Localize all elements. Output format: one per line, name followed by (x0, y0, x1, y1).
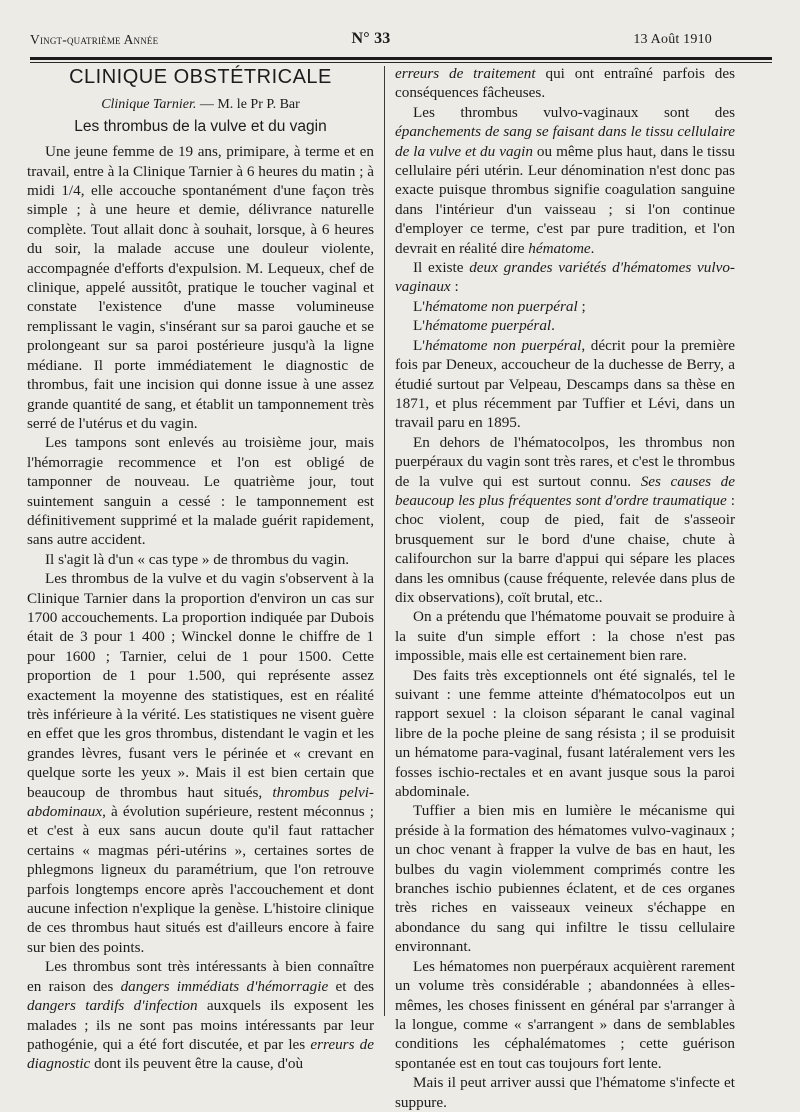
paragraph: On a prétendu que l'hématome pouvait se produire à la suite d'un simple effort : la chose n'est pas impossible, mais elle est certainement bien rare. (395, 608, 735, 665)
list-item: L'hématome puerpéral. (413, 317, 555, 335)
issue-date: 13 Août 1910 (633, 32, 712, 47)
paragraph: Tuffier a bien mis en lumière le mécanisme qui préside à la formation des hématomes vulvo-vaginaux ; un choc venant à frapper la vulve de bas en haut, les bulbes du vagin violemment comprimés contre les branches ischio pubiennes éclatent, et de ces organes très riches en vaisseaux veineux s'échappe en abondance du sang qui infiltre le tissu cellulaire environnant. (395, 802, 735, 956)
paragraph: Les thrombus de la vulve et du vagin s'observent à la Clinique Tarnier dans la proportion d'environ un cas sur 1700 accouchements. La proportion indiquée par Dubois était de 3 pour 1 400 ; Winckel donne le chiffre de 1 pour 1600 ; Tarnier, celui de 1 pour 1500. Cette proportion de 1 pour 1.500, qui représente assez exactement la moyenne des statistiques, est en réalité très inférieure à la vérité. Les statistiques ne visent guère en effet que les gros thrombus, distendant le vagin et les grandes lèvres, fusant vers le périnée et « crevant en quelque sorte les yeux ». Mais il est bien certain que beaucoup de thrombus haut situés, thrombus pelvi-abdominaux, à évolution supérieure, restent méconnus ; et c'est à eux sans aucun doute qu'il faut rattacher certains « magmas péri-utérins », certaines sortes de phlegmons ligneux du paramétrium, que l'on retrouve parfois longtemps encore après l'accouchement et dont aucune infection n'explique la genèse. L'histoire clinique de ces thrombus haut situés est d'ailleurs encore à faire sur bien des points. (27, 570, 374, 956)
page-header (30, 30, 712, 52)
issue-number: N° 33 (351, 30, 391, 47)
left-column (27, 64, 374, 1074)
paragraph: Les tampons sont enlevés au troisième jour, mais l'hémorragie recommence et l'on est obligé de tamponner de nouveau. Le quatrième jour, tout suintement sanguin a cessé : le tamponnement est définitivement supprimé et la malade guérit rapidement, sans autre accident. (27, 434, 374, 549)
volume-label: Vingt-quatrième Année (30, 32, 159, 47)
paragraph: Les thrombus vulvo-vaginaux sont des épanchements de sang se faisant dans le tissu cellulaire de la vulve et du vagin ou même plus haut, dans le tissu cellulaire péri utérin. Leur dénomination n'est donc pas exacte puisque thrombus signifie coagulation sanguine dans l'intérieur d'un vaisseau ; si l'on continue d'employer ce terme, c'est par pure tradition, et l'on devrait en réalité dire hématome. (395, 103, 735, 257)
section-title: CLINIQUE OBSTÉTRICALE (69, 66, 332, 88)
byline-author: — M. le Pr P. Bar (199, 97, 300, 113)
paragraph: L'hématome non puerpéral, décrit pour la première fois par Deneux, accoucheur de la duchesse de Berry, a étudié surtout par Velpeau, Descamps dans sa thèse en 1871, et plus récemment par Tuffier et Lévi, dans un travail paru en 1895. (395, 336, 735, 432)
byline-source: Clinique Tarnier. (101, 97, 197, 113)
paragraph: En dehors de l'hématocolpos, les thrombus non puerpéraux du vagin sont très rares, et c'est le thrombus de la vulve qui est surtout connu. Ses causes de beaucoup les plus fréquentes sont d'ordre traumatique : choc violent, coup de pied, fait de s'asseoir brusquement sur le bord d'une chaise, chute à califourchon sur la barre d'appui qui sépare les places dans les omnibus (cause fréquente, relevée dans plus de dix observations), coït brutal, etc.. (395, 433, 735, 606)
right-column (395, 64, 735, 1112)
paragraph: Il existe deux grandes variétés d'hématomes vulvo-vaginaux : (395, 259, 735, 296)
paragraph: Une jeune femme de 19 ans, primipare, à terme et en travail, entre à la Clinique Tarnier à 6 heures du matin ; à midi 1/4, elle accouche spontanément d'une façon très simple ; à une heure et demie, délivrance naturelle complète. Tout allait donc à souhait, lorsque, à 6 heures du soir, la malade accuse une douleur violente, accompagnée d'efforts d'expulsion. M. Lequeux, chef de clinique, appelé aussitôt, pratique le toucher vaginal et constate l'existence d'une masse volumineuse remplissant le vagin, s'insérant sur sa paroi gauche et se prolongeant sur sa paroi postérieure jusqu'à la ligne médiane. Il porte immédiatement le diagnostic de thrombus, fait une incision qui donne issue à une assez grande quantité de sang, et établit un tamponnement très serré de l'utérus et du vagin. (27, 143, 374, 432)
list-item: L'hématome non puerpéral ; (413, 297, 586, 315)
byline (27, 95, 374, 114)
article-title: Les thrombus de la vulve et du vagin (74, 117, 327, 135)
header-rule-thick (30, 57, 772, 60)
paragraph: Des faits très exceptionnels ont été signalés, tel le suivant : une femme atteinte d'hématocolpos eut un rapport sexuel : la cloison séparant le canal vaginal libre de la poche pleine de sang résista ; il se produisit un hématome para-vaginal, fusant latéralement vers les fosses ischio-rectales et en avant jusque sous la paroi abdominale. (395, 666, 735, 801)
paragraph: Mais il peut arriver aussi que l'hématome s'infecte et suppure. (395, 1074, 735, 1111)
paragraph: Les thrombus sont très intéressants à bien connaître en raison des dangers immédiats d'hémorragie et des dangers tardifs d'infection auxquels ils exposent les malades ; ils ne sont pas moins intéressants par leur pathogénie, qui a été fort discutée, et par les erreurs de diagnostic dont ils peuvent être la cause, d'où (27, 958, 374, 1073)
paragraph-continued: erreurs de traitement qui ont entraîné parfois des conséquences fâcheuses. (395, 65, 736, 102)
paragraph: Il s'agit là d'un « cas type » de thrombus du vagin. (45, 550, 350, 568)
paragraph: Les hématomes non puerpéraux acquièrent rarement un volume très considérable ; abandonnées à elles-mêmes, les choses finissent en général par s'arranger à la longue, comme « s'arrangent » dans de semblables conditions les céphalématomes ; cette guérison spontanée est en tout cas toujours fort lente. (395, 957, 735, 1072)
header-rule-thin (30, 62, 772, 63)
column-divider (384, 66, 385, 1016)
